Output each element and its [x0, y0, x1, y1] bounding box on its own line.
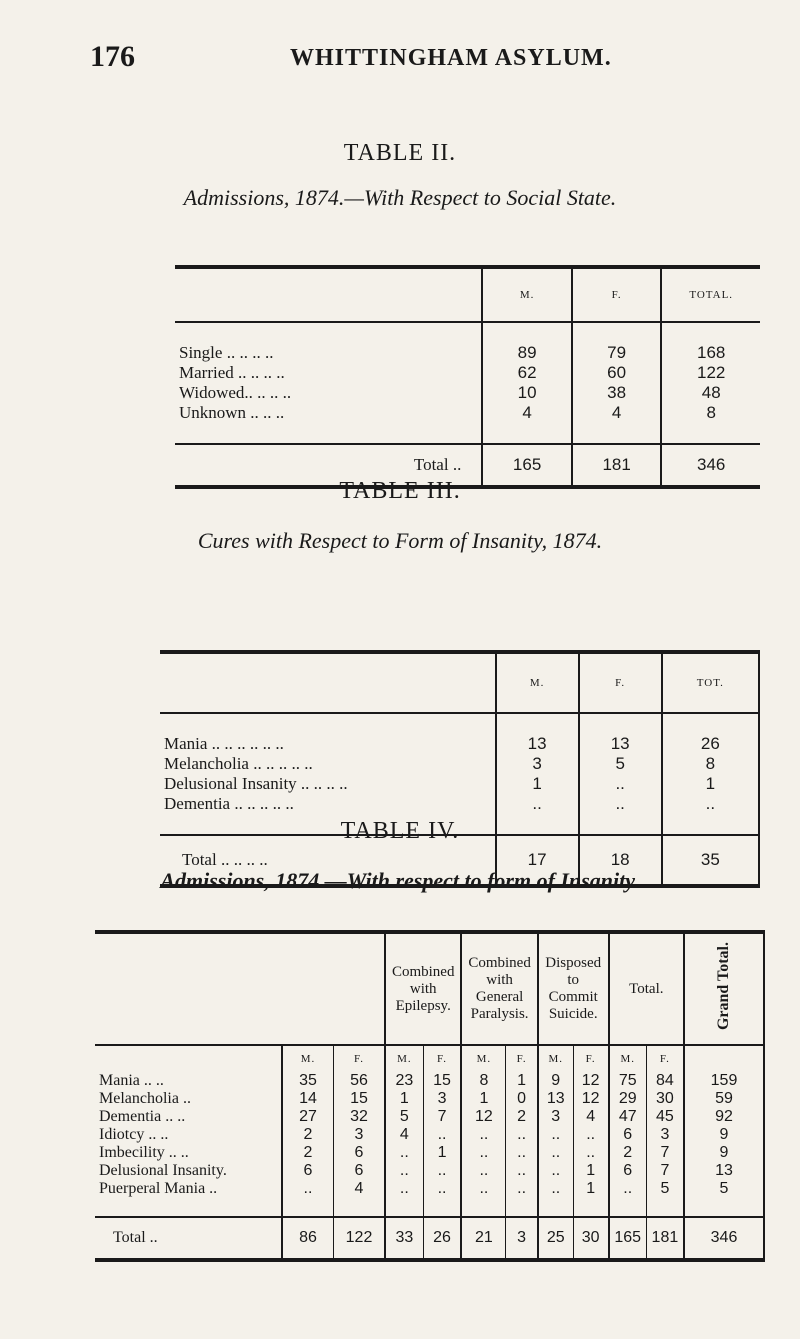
- row-label: Melancholia ..: [99, 1090, 191, 1107]
- cell: 18: [579, 835, 662, 886]
- row-label: Delusional Insanity .. .. .. ..: [164, 774, 348, 793]
- cell: ..: [579, 794, 662, 814]
- cell: 6: [334, 1144, 386, 1162]
- cell: ..: [538, 1144, 573, 1162]
- sub-f: F.: [573, 1045, 608, 1072]
- sub-m: M.: [282, 1045, 334, 1072]
- cell: 181: [572, 444, 662, 487]
- cell: 13: [579, 734, 662, 754]
- cell: 26: [662, 734, 759, 754]
- group-grand-total: [684, 932, 764, 1045]
- page-number: 176: [90, 40, 135, 73]
- cell: ..: [538, 1162, 573, 1180]
- cell: 79: [572, 343, 662, 363]
- row-label: Dementia .. .. .. .. ..: [164, 794, 294, 813]
- cell: 75: [609, 1072, 647, 1090]
- cell: 30: [646, 1090, 684, 1108]
- row-label: Married .. .. .. ..: [179, 363, 285, 382]
- cell: ..: [423, 1180, 461, 1198]
- cell: 92: [684, 1108, 764, 1126]
- table-row: [160, 734, 759, 754]
- cell: 59: [684, 1090, 764, 1108]
- cell: 1: [423, 1144, 461, 1162]
- cell: 17: [496, 835, 579, 886]
- cell: 48: [661, 383, 760, 403]
- cell: ..: [461, 1180, 506, 1198]
- table-row: [175, 363, 760, 383]
- cell: 7: [646, 1162, 684, 1180]
- sub-f: F.: [334, 1045, 386, 1072]
- cell: 165: [609, 1217, 647, 1260]
- cell: 32: [334, 1108, 386, 1126]
- table-row: [95, 1126, 764, 1144]
- sub-f: F.: [423, 1045, 461, 1072]
- cell: 8: [661, 403, 760, 423]
- cell: ..: [461, 1126, 506, 1144]
- total-label: Total ..: [113, 1229, 158, 1246]
- cell: 4: [385, 1126, 423, 1144]
- cell: 4: [572, 403, 662, 423]
- cell: 45: [646, 1108, 684, 1126]
- cell: ..: [573, 1144, 608, 1162]
- cell: 346: [684, 1217, 764, 1260]
- cell: 5: [684, 1180, 764, 1198]
- sub-f: F.: [506, 1045, 538, 1072]
- cell: 35: [282, 1072, 334, 1090]
- cell: ..: [423, 1126, 461, 1144]
- cell: 12: [461, 1108, 506, 1126]
- cell: 4: [482, 403, 572, 423]
- cell: ..: [506, 1180, 538, 1198]
- cell: ..: [385, 1144, 423, 1162]
- table2-col-total: TOTAL.: [661, 267, 760, 322]
- table4: [95, 930, 765, 1262]
- cell: 8: [662, 754, 759, 774]
- cell: 30: [573, 1217, 608, 1260]
- table3-title: TABLE III.: [339, 478, 461, 504]
- cell: 7: [646, 1144, 684, 1162]
- table2-col-m: M.: [482, 267, 572, 322]
- cell: 15: [423, 1072, 461, 1090]
- table-row: [95, 1108, 764, 1126]
- cell: 2: [282, 1144, 334, 1162]
- table-row: [160, 754, 759, 774]
- cell: 23: [385, 1072, 423, 1090]
- cell: 62: [482, 363, 572, 383]
- cell: ..: [573, 1126, 608, 1144]
- cell: 25: [538, 1217, 573, 1260]
- total-row: [95, 1217, 764, 1260]
- row-label: Single .. .. .. ..: [179, 343, 274, 362]
- cell: 9: [684, 1126, 764, 1144]
- sub-m: M.: [385, 1045, 423, 1072]
- row-label: Idiotcy .. ..: [99, 1126, 169, 1143]
- cell: 122: [334, 1217, 386, 1260]
- cell: 5: [579, 754, 662, 774]
- table3: [160, 650, 760, 888]
- sub-f: F.: [646, 1045, 684, 1072]
- cell: 47: [609, 1108, 647, 1126]
- cell: ..: [496, 794, 579, 814]
- row-label: Unknown .. .. ..: [179, 403, 285, 422]
- table3-col-m: M.: [496, 652, 579, 713]
- cell: 56: [334, 1072, 386, 1090]
- cell: 4: [334, 1180, 386, 1198]
- cell: 3: [646, 1126, 684, 1144]
- cell: 12: [573, 1090, 608, 1108]
- cell: 10: [482, 383, 572, 403]
- table4-title: TABLE IV.: [340, 818, 460, 844]
- cell: 14: [282, 1090, 334, 1108]
- cell: 6: [609, 1162, 647, 1180]
- cell: 122: [661, 363, 760, 383]
- table-row: [95, 1072, 764, 1090]
- cell: ..: [662, 794, 759, 814]
- cell: 1: [662, 774, 759, 794]
- table2-title: TABLE II.: [343, 140, 457, 166]
- cell: 2: [609, 1144, 647, 1162]
- cell: 26: [423, 1217, 461, 1260]
- row-label: Imbecility .. ..: [99, 1144, 189, 1161]
- cell: 3: [423, 1090, 461, 1108]
- cell: 13: [496, 734, 579, 754]
- cell: 3: [496, 754, 579, 774]
- cell: ..: [423, 1162, 461, 1180]
- cell: 6: [609, 1126, 647, 1144]
- cell: 3: [334, 1126, 386, 1144]
- cell: 12: [573, 1072, 608, 1090]
- row-label: Dementia .. ..: [99, 1108, 186, 1125]
- cell: 0: [506, 1090, 538, 1108]
- table-row: [95, 1090, 764, 1108]
- cell: ..: [538, 1126, 573, 1144]
- cell: 3: [506, 1217, 538, 1260]
- cell: 1: [461, 1090, 506, 1108]
- table2-col-f: F.: [572, 267, 662, 322]
- cell: ..: [282, 1180, 334, 1198]
- cell: ..: [461, 1144, 506, 1162]
- cell: 13: [538, 1090, 573, 1108]
- table-row: [95, 1162, 764, 1180]
- table-row: [95, 1180, 764, 1198]
- cell: 35: [662, 835, 759, 886]
- group-suicide: Disposed to Commit Suicide.: [538, 932, 609, 1045]
- table-row: [160, 774, 759, 794]
- cell: 159: [684, 1072, 764, 1090]
- cell: ..: [506, 1126, 538, 1144]
- cell: 346: [661, 444, 760, 487]
- table3-subtitle: Cures with Respect to Form of Insanity, 1874.: [197, 528, 603, 553]
- cell: 4: [573, 1108, 608, 1126]
- cell: ..: [385, 1162, 423, 1180]
- cell: 5: [646, 1180, 684, 1198]
- table4-subtitle: Admissions, 1874.—With respect to form of Insanity.: [160, 868, 640, 893]
- sub-m: M.: [461, 1045, 506, 1072]
- cell: ..: [506, 1144, 538, 1162]
- row-label: Puerperal Mania ..: [99, 1180, 218, 1197]
- table3-col-total: TOT.: [662, 652, 759, 713]
- cell: ..: [538, 1180, 573, 1198]
- cell: 27: [282, 1108, 334, 1126]
- total-label: Total ..: [413, 455, 462, 474]
- row-label: Melancholia .. .. .. .. ..: [164, 754, 313, 773]
- row-label: Delusional Insanity.: [99, 1162, 227, 1179]
- cell: 9: [538, 1072, 573, 1090]
- cell: ..: [385, 1180, 423, 1198]
- table-row: [175, 383, 760, 403]
- cell: ..: [609, 1180, 647, 1198]
- cell: 9: [684, 1144, 764, 1162]
- cell: 13: [684, 1162, 764, 1180]
- cell: 6: [282, 1162, 334, 1180]
- row-label: Mania .. ..: [99, 1072, 164, 1089]
- group-general-paralysis: Combined with General Paralysis.: [461, 932, 537, 1045]
- group-total: Total.: [609, 932, 684, 1045]
- cell: 1: [385, 1090, 423, 1108]
- cell: 2: [506, 1108, 538, 1126]
- table-row: [95, 1144, 764, 1162]
- row-label: Mania .. .. .. .. .. ..: [164, 734, 284, 753]
- sub-m: M.: [538, 1045, 573, 1072]
- table-row: [175, 403, 760, 423]
- cell: ..: [506, 1162, 538, 1180]
- cell: 7: [423, 1108, 461, 1126]
- cell: 1: [573, 1180, 608, 1198]
- table-row: [175, 343, 760, 363]
- cell: 1: [573, 1162, 608, 1180]
- total-label: Total .. .. .. ..: [182, 850, 268, 869]
- grand-total-label: Grand Total.: [715, 942, 732, 1031]
- row-label: Widowed.. .. .. ..: [179, 383, 292, 402]
- running-title: WHITTINGHAM ASYLUM.: [290, 45, 612, 71]
- cell: ..: [579, 774, 662, 794]
- table3-col-f: F.: [579, 652, 662, 713]
- cell: 2: [282, 1126, 334, 1144]
- sub-m: M.: [609, 1045, 647, 1072]
- cell: 6: [334, 1162, 386, 1180]
- cell: 1: [496, 774, 579, 794]
- cell: 84: [646, 1072, 684, 1090]
- cell: 168: [661, 343, 760, 363]
- cell: 21: [461, 1217, 506, 1260]
- cell: 181: [646, 1217, 684, 1260]
- cell: 60: [572, 363, 662, 383]
- cell: 89: [482, 343, 572, 363]
- cell: 5: [385, 1108, 423, 1126]
- cell: 15: [334, 1090, 386, 1108]
- cell: 29: [609, 1090, 647, 1108]
- cell: 38: [572, 383, 662, 403]
- table-row: [160, 794, 759, 814]
- cell: 86: [282, 1217, 334, 1260]
- page-header: [90, 40, 710, 80]
- cell: 33: [385, 1217, 423, 1260]
- cell: 1: [506, 1072, 538, 1090]
- cell: 8: [461, 1072, 506, 1090]
- table2-subtitle: Admissions, 1874.—With Respect to Social State.: [183, 185, 617, 210]
- table2: [175, 265, 760, 489]
- cell: 3: [538, 1108, 573, 1126]
- cell: ..: [461, 1162, 506, 1180]
- cell: 165: [482, 444, 572, 487]
- group-epilepsy: Combined with Epilepsy.: [385, 932, 461, 1045]
